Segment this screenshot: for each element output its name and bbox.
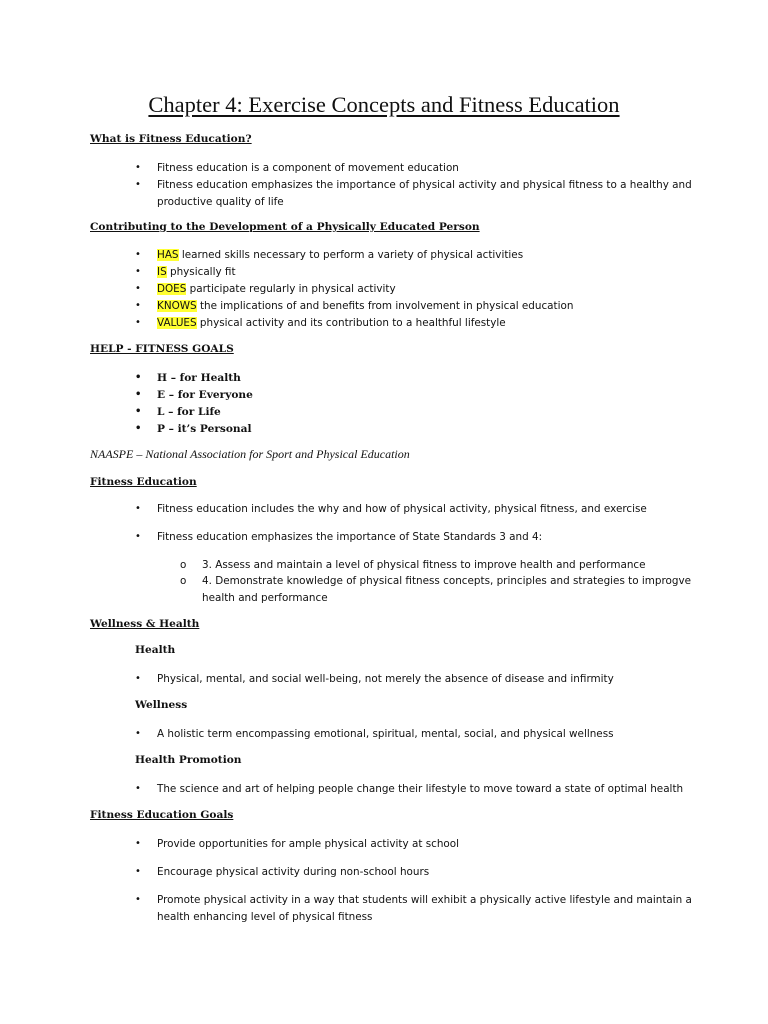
bullet-icon: • (135, 783, 141, 794)
list-item: • Fitness education emphasizes the importance of physical activity and physical fitness to a healthy and productive quality of life (135, 179, 692, 208)
bullet-icon: • (135, 728, 141, 739)
list-item: • P – it’s Personal (135, 421, 715, 438)
list-item: • E – for Everyone (135, 387, 715, 404)
bullet-icon: • (135, 317, 141, 328)
highlight-key: HAS (157, 249, 179, 261)
section-heading-goals: Fitness Education Goals (90, 809, 234, 821)
bullet-icon: • (135, 249, 141, 260)
section-heading-contributing: Contributing to the Development of a Physically Educated Person (90, 221, 480, 233)
bullet-icon: • (135, 266, 141, 277)
subheading-health-promotion: Health Promotion (135, 754, 242, 766)
list-item: • KNOWS the implications of and benefits from involvement in physical education (135, 298, 715, 315)
section-heading-help: HELP - FITNESS GOALS (90, 343, 234, 355)
highlight-key: KNOWS (157, 300, 197, 312)
list-item: • Provide opportunities for ample physical activity at school (135, 836, 715, 853)
list-item: • L – for Life (135, 404, 715, 421)
list-item: • Fitness education is a component of movement education (135, 160, 715, 177)
bullet-icon: • (135, 389, 142, 400)
list-item: • IS physically fit (135, 264, 715, 281)
subheading-health: Health (135, 644, 176, 656)
list-item: • The science and art of helping people change their lifestyle to move toward a state of optimal health (135, 781, 715, 798)
bullet-icon: • (135, 300, 141, 311)
list-item: • Fitness education emphasizes the importance of State Standards 3 and 4: (135, 529, 715, 546)
highlight-key: VALUES (157, 317, 197, 329)
bullet-icon: • (135, 838, 141, 849)
bullet-icon: • (135, 503, 141, 514)
bullet-icon: • (135, 423, 142, 434)
list-item: • Encourage physical activity during non-school hours (135, 864, 715, 881)
section-heading-what-is: What is Fitness Education? (90, 133, 252, 145)
page-title: Chapter 4: Exercise Concepts and Fitness Education (148, 92, 620, 117)
bullet-icon: • (135, 531, 141, 542)
bullet-icon: • (135, 894, 141, 905)
bullet-icon: • (135, 406, 142, 417)
circle-bullet-icon: o (180, 575, 187, 587)
list-item: • Promote physical activity in a way that students will exhibit a physically active lifestyle and maintain a health enhancing level of physical fitness (135, 894, 692, 923)
bullet-icon: • (135, 673, 141, 684)
bullet-icon: • (135, 283, 141, 294)
list-item: • VALUES physical activity and its contribution to a healthful lifestyle (135, 315, 715, 332)
list-item: • Physical, mental, and social well-being, not merely the absence of disease and infirmity (135, 671, 715, 688)
bullet-icon: • (135, 162, 141, 173)
bullet-icon: • (135, 866, 141, 877)
subheading-wellness: Wellness (135, 699, 188, 711)
list-item: • Fitness education includes the why and how of physical activity, physical fitness, and exercise (135, 501, 715, 518)
list-item: • H – for Health (135, 370, 715, 387)
section-heading-wellness: Wellness & Health (90, 618, 200, 630)
naaspe-note: NAASPE – National Association for Sport and Physical Education (90, 447, 410, 461)
highlight-key: IS (157, 266, 167, 278)
circle-bullet-icon: o (180, 559, 187, 571)
list-item: • A holistic term encompassing emotional, spiritual, mental, social, and physical wellness (135, 726, 715, 743)
list-item: • HAS learned skills necessary to perform a variety of physical activities (135, 247, 715, 264)
sub-list-item: o 4. Demonstrate knowledge of physical fitness concepts, principles and strategies to improgve health and performance (180, 575, 692, 604)
bullet-icon: • (135, 179, 141, 190)
section-heading-fitness-education: Fitness Education (90, 476, 197, 488)
list-item: • DOES participate regularly in physical activity (135, 281, 715, 298)
bullet-icon: • (135, 372, 142, 383)
highlight-key: DOES (157, 283, 187, 295)
sub-list-item: o 3. Assess and maintain a level of physical fitness to improve health and performance (180, 557, 700, 574)
